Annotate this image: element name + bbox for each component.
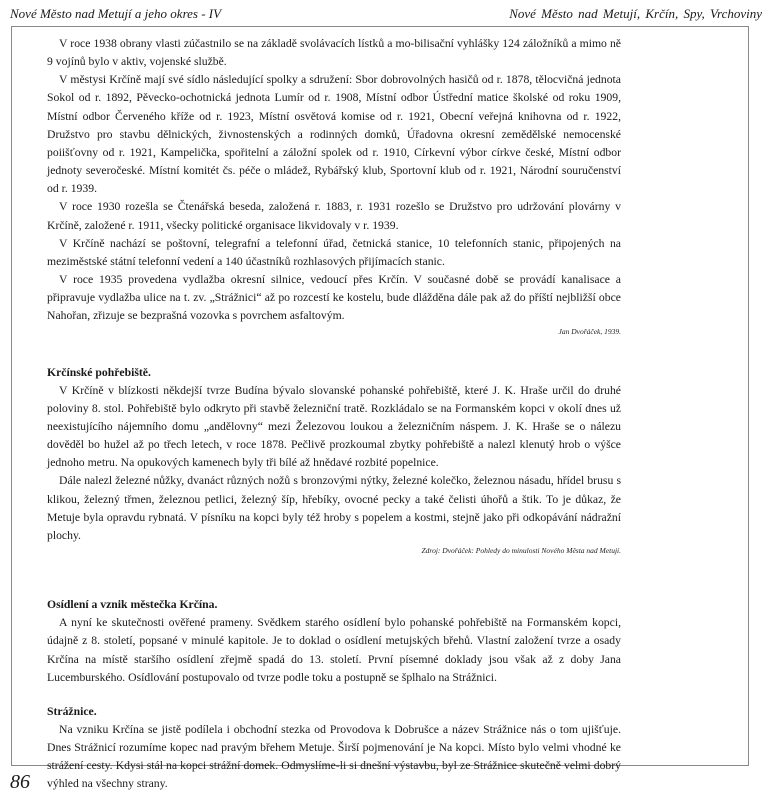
running-head-left: Nové Město nad Metují a jeho okres - IV: [10, 6, 222, 21]
paragraph: Dále nalezl železné nůžky, dvanáct různých nožů s bronzovými nýtky, železné kolečko, železnou násadu, hřídel brusu s klikou, železný třmen, železnou petlici, železný šíp, hřebíky, ovocné pecky a také čelisti úhořů a štik. To je důkaz, že Metuje byla opravdu rybnatá. V písníku na kopci byly též hroby s popelem a kostmi, stejně jako při odkopávání nádražní plochy.: [47, 474, 621, 542]
section-heading: Strážnice.: [47, 704, 97, 718]
section-heading: Osídlení a vznik městečka Krčína.: [47, 598, 218, 612]
paragraph: Na vzniku Krčína se jistě podílela i obchodní stezka od Provodova k Dobrušce a název Strážnice nás o tom ujišťuje. Dnes Strážnicí rozumíme kopec nad pravým břehem Metuje. Širší pojmenování je Na kopci. Místo bylo velmi vhodné ke strážení cesty. Kdysi stál na kopci strážní domek. Odmyslíme-li si dnešní výstavbu, byl ze Strážnice skutečně velmi dobrý výhled na všechny strany.: [47, 723, 621, 791]
section-intro: [47, 35, 621, 338]
page-content: [47, 35, 621, 794]
paragraph: V roce 1935 provedena vydlažba okresní silnice, vedoucí přes Krčín. V současné době se provádí kanalisace a připravuje vydlažba ulice na t. zv. „Strážnici“ až po rozcestí ke kostelu, bude dlážděna dále pak až do příští nejbližší obce Nahořan, zřizuje se bezprašná vozovka s povrchem asfaltovým.: [47, 273, 621, 323]
source-note: Zdroj: Dvořáček: Pohledy do minulosti Nového Města nad Metují.: [421, 546, 621, 556]
paragraph: V roce 1938 obrany vlasti zúčastnilo se na základě svolávacích lístků a mo-bilisační vyhlášky 124 záložníků a mimo ně 9 vojínů bylo v aktiv, vojenské službě.: [47, 37, 621, 69]
paragraph: V Krčíně v blízkosti někdejší tvrze Budína bývalo slovanské pohanské pohřebiště, které J. K. Hraše určil do druhé poloviny 8. stol. Pohřebiště bylo odkryto při stavbě železniční tratě. Rozkládalo se na Formanském kopci v okolí dnes už neexistujícího nájemního domu „andělovny“ mezi Železovou loukou a železničním náspem. J. K. Hraše se o nálezu dověděl bo hužel až po třech letech, v roce 1878. Pečlivě prozkoumal zbytky pohřebiště a nalezl klenutý hrob o výšce jednoho metru. Na opukových kamenech byly tři bílé až hnědavé rozbité popelnice.: [47, 383, 621, 470]
paragraph: V městysi Krčíně mají své sídlo následující spolky a sdružení: Sbor dobrovolných hasičů od r. 1878, tělocvičná jednota Sokol od r. 1892, Pěvecko-ochotnická jednota Lumír od r. 1908, Místní odbor Ústřední matice školské od roku 1909, Místní odbor Červeného kříže od r. 1923, Místní osvětová komise od r. 1921, Obecní veřejná knihovna od r. 1922, Družstvo pro stavbu dělnických, živnostenských a rodinných domků, Úřadovna okresní zemědělské nemocenské poiišťovny od r. 1921, Kampelička, spořitelní a záložní spolek od r. 1910, Církevní výbor církve české, Místní odbor jednoty severočeské. Místní komitét čs. péče o mládež, Rybářský klub, Sportovní klub od r. 1921, Národní souručenství od r. 1939.: [47, 73, 621, 196]
paragraph: A nyní ke skutečnosti ověřené prameny. Svědkem starého osídlení bylo pohanské pohřebiště na Formanském kopci, údajně z 8. století, popsané v minulé kapitole. Je to doklad o osídlení metujských břehů. Vlastní založení tvrze a osady Krčína na místě staršího osídlení zřejmě spadá do 13. století. První písemné doklady jsou však až z doby Jana Lucemburského. Osídlování postupovalo od tvrze podle toku a postupně se šplhalo na Strážnici.: [47, 616, 621, 684]
section-osidleni: [47, 596, 621, 687]
signature: Jan Dvořáček, 1939.: [558, 326, 621, 336]
section-heading: Krčínské pohřebiště.: [47, 365, 151, 379]
paragraph: V roce 1930 rozešla se Čtenářská beseda, založená r. 1883, r. 1931 rozešlo se Družstvo pro udržování plovárny v Krčíně, založené r. 1911, všecky politické organisace likvidovaly v r. 1939.: [47, 200, 621, 232]
page-number: 86: [10, 771, 30, 793]
section-straznice: [47, 703, 621, 794]
paragraph: V Krčíně nachází se poštovní, telegrafní a telefonní úřad, četnická stanice, 10 telefonních stanic, připojených na meziměstské státní telefonní vedení a 140 účastníků rozhlasových přijímacích stanic.: [47, 236, 621, 268]
running-head: [10, 6, 762, 22]
running-head-right: Nové Město nad Metují, Krčín, Spy, Vrchoviny: [509, 6, 762, 21]
section-pohrebiste: [47, 364, 621, 558]
